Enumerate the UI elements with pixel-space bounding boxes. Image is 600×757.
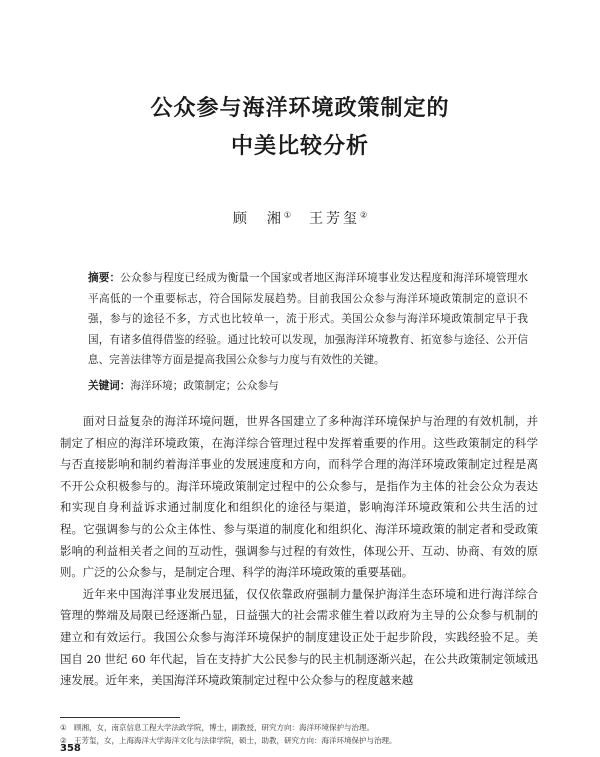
- paper-title-line-1: 公众参与海洋环境政策制定的: [150, 96, 450, 121]
- footnote-text: 王芳玺，女，上海海洋大学海洋文化与法律学院，硕士，助教，研究方向：海洋环境保护与治理。: [74, 735, 397, 745]
- author-footnote-mark[interactable]: ②: [360, 210, 368, 220]
- author-name: 王芳玺: [309, 211, 360, 227]
- body-paragraph: 面对日益复杂的海洋环境问题，世界各国建立了多种海洋环境保护与治理的有效机制，并制定了相应的海洋环境政策，在海洋综合管理过程中发挥着重要的作用。这些政策制定的科学与否直接影响和制约着海洋事业的发展速度和方向，而科学合理的海洋环境政策制定过程是离不开公众积极参与的。海洋环境政策制定过程中的公众参与，是指作为主体的社会公众为表达和实现自身利益诉求通过制度化和组织化的途径与渠道，影响海洋环境政策和公共生活的过程。它强调参与的公众主体性、参与渠道的制度化和组织化、海洋环境政策的制定者和受政策影响的利益相关者之间的互动性，强调参与过程的有效性，体现公开、互动、协商、有效的原则。广泛的公众参与，是制定合理、科学的海洋环境政策的重要基础。: [60, 414, 538, 580]
- footnote-divider: [60, 717, 180, 718]
- page-number: 358: [60, 743, 81, 754]
- abstract: [88, 268, 528, 371]
- footnote-mark: ②: [60, 735, 67, 745]
- author-name: 顾 湘: [232, 211, 284, 227]
- abstract-label: 摘要：: [88, 272, 121, 284]
- body-paragraph: 近年来中国海洋事业发展迅猛，仅仅依靠政府强制力量保护海洋生态环境和进行海洋综合管理的弊端及局限已经逐渐凸显，日益强大的社会需求催生着以政府为主导的公众参与机制的建立和有效运行。我国公众参与海洋环境保护的制度建设正处于起步阶段，实践经验不足。美国自 20 世纪 60 年代起，旨在支持扩大公民参与的民主机制逐渐兴起，在公共政策制定领域迅速发展。近年来，美国海洋环境政策制定过程中公众参与的程度越来越: [60, 586, 538, 688]
- footnotes: [60, 722, 538, 747]
- footnote-text: 顾湘，女，南京信息工程大学法政学院，博士，副教授，研究方向：海洋环境保护与治理。: [74, 723, 374, 732]
- body-text: [60, 411, 538, 692]
- keywords-label: 关键词：: [88, 380, 131, 392]
- author-line: [0, 208, 600, 228]
- abstract-text: 公众参与程度已经成为衡量一个国家或者地区海洋环境事业发达程度和海洋环境管理水平高低的一个重要标志，符合国际发展趋势。目前我国公众参与海洋环境政策制定的意识不强，参与的途径不多，方式也比较单一，流于形式。美国公众参与海洋环境政策制定早于我国，有诸多值得借鉴的经验。通过比较可以发现，加强海洋环境教育、拓宽参与途径、公开信息、完善法律等方面是提高我国公众参与力度与有效性的关键。: [88, 272, 529, 366]
- keywords: [88, 376, 528, 396]
- keywords-text: 海洋环境；政策制定；公众参与: [130, 380, 279, 392]
- author-footnote-mark[interactable]: ①: [283, 210, 291, 220]
- paper-title-line-2: 中美比较分析: [230, 134, 369, 159]
- footnote: [60, 722, 538, 735]
- footnote: [60, 735, 538, 748]
- footnote-mark: ①: [60, 723, 67, 732]
